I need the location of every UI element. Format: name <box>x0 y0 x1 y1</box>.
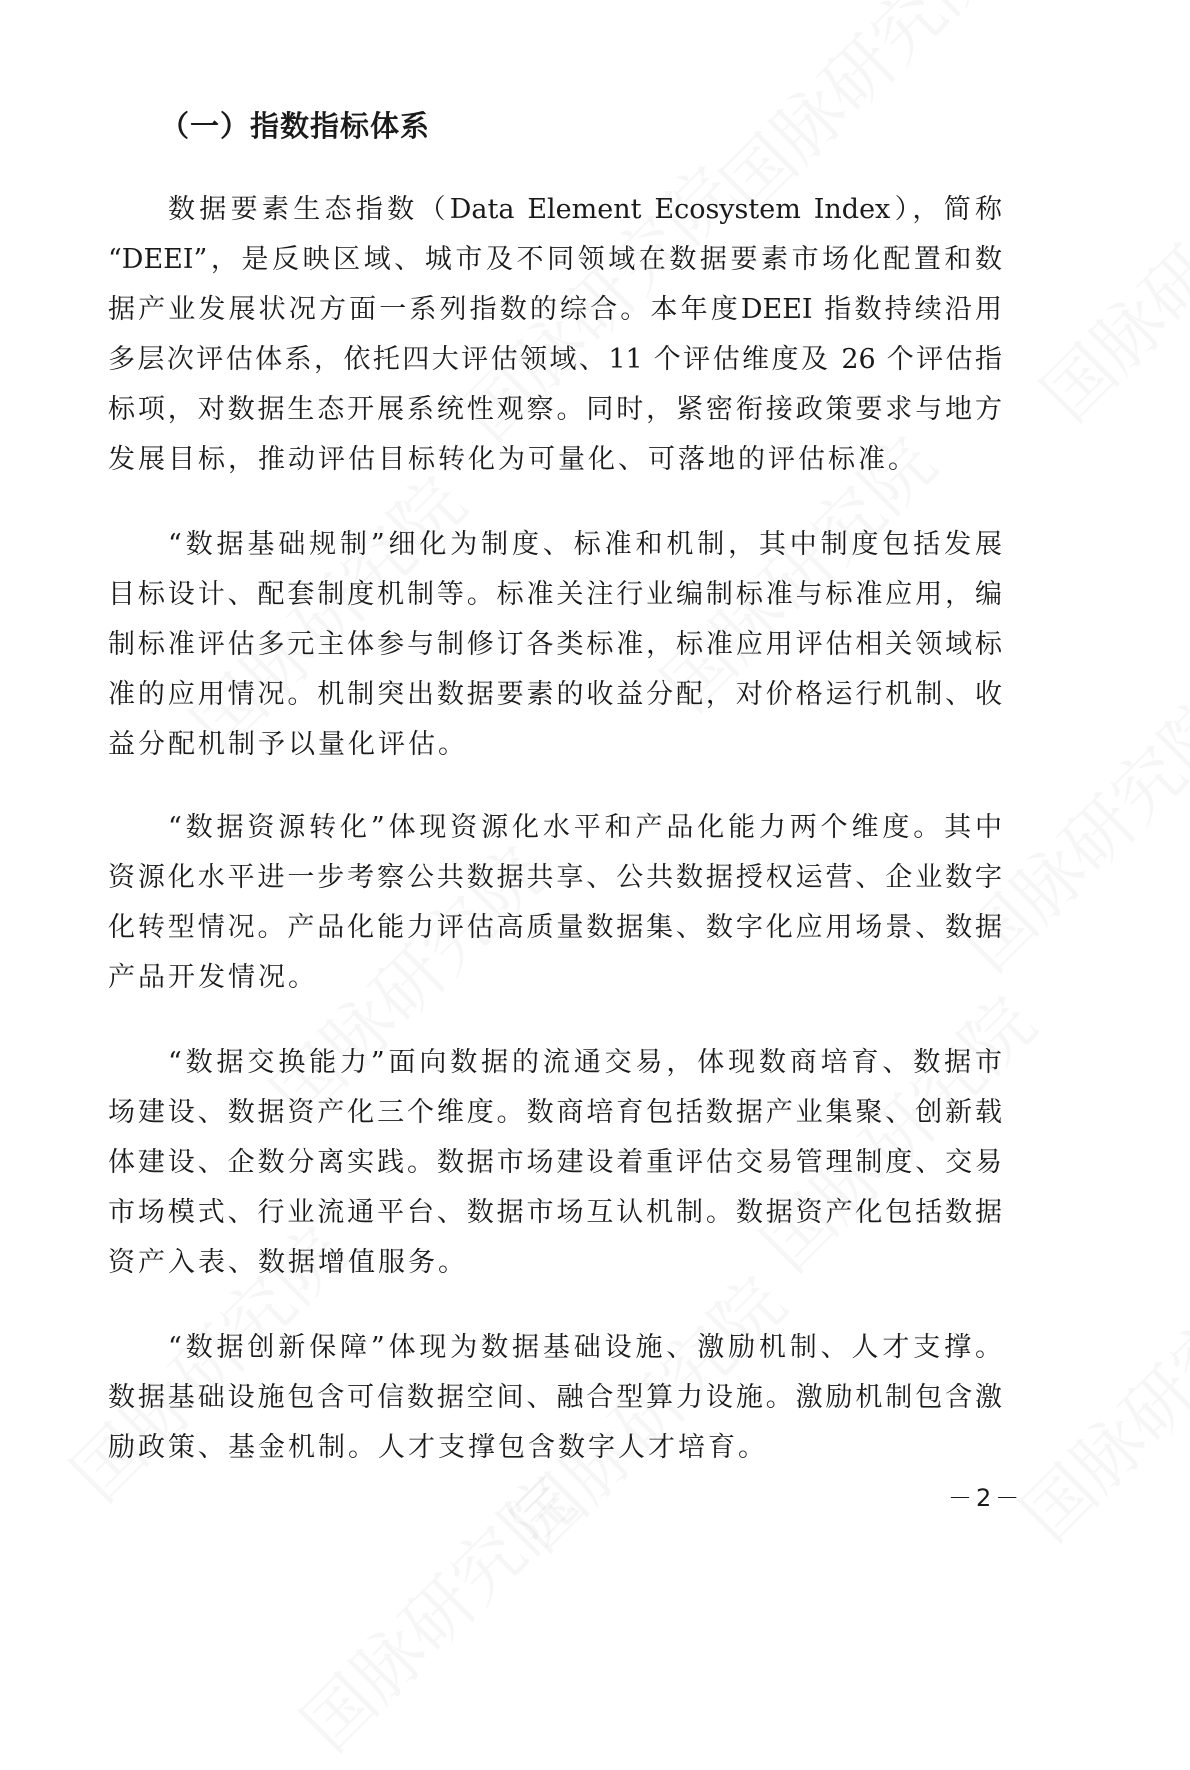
text-line: 化转型情况。产品化能力评估高质量数据集、数字化应用场景、数据 <box>108 912 1002 943</box>
text-line: 准的应用情况。机制突出数据要素的收益分配，对价格运行机制、收 <box>108 679 1002 710</box>
text-line: 制标准评估多元主体参与制修订各类标准，标准应用评估相关领域标 <box>108 629 1002 660</box>
text-line: “数据基础规制”细化为制度、标准和机制，其中制度包括发展 <box>168 529 1002 560</box>
text-line: 励政策、基金机制。人才支撑包含数字人才培育。 <box>108 1432 768 1463</box>
text-line: “数据交换能力”面向数据的流通交易，体现数商培育、数据市 <box>168 1047 1002 1078</box>
text-line: 数据要素生态指数（Data Element Ecosystem Index），简称 <box>168 194 1002 225</box>
watermark-text <box>1016 121 1190 440</box>
text-line: 数据基础设施包含可信数据空间、融合型算力设施。激励机制包含激 <box>108 1382 1002 1413</box>
text-line: 据产业发展状况方面一系列指数的综合。本年度DEEI 指数持续沿用 <box>108 294 1002 325</box>
text-line: 场建设、数据资产化三个维度。数商培育包括数据产业集聚、创新载 <box>108 1097 1002 1128</box>
paragraph <box>108 185 1002 485</box>
section-heading: （一）指数指标体系 <box>160 109 431 143</box>
text-line: 市场模式、行业流通平台、数据市场互认机制。数据资产化包括数据 <box>108 1197 1002 1228</box>
text-line: 目标设计、配套制度机制等。标准关注行业编制标准与标准应用，编 <box>108 579 1002 610</box>
text-line: 产品开发情况。 <box>108 962 318 993</box>
text-line: 发展目标，推动评估目标转化为可量化、可落地的评估标准。 <box>108 444 918 475</box>
text-line: 多层次评估体系，依托四大评估领域、11 个评估维度及 26 个评估指 <box>108 344 1002 375</box>
page-number: －2－ <box>948 1484 1024 1512</box>
text-line: “DEEI”，是反映区域、城市及不同领域在数据要素市场化配置和数 <box>108 244 1002 275</box>
paragraph <box>108 520 1002 770</box>
paragraph <box>108 1038 1002 1288</box>
paragraph <box>108 1323 1002 1473</box>
text-line: 资源化水平进一步考察公共数据共享、公共数据授权运营、企业数字 <box>108 862 1002 893</box>
watermark-text <box>276 1451 595 1770</box>
text-line: 体建设、企数分离实践。数据市场建设着重评估交易管理制度、交易 <box>108 1147 1002 1178</box>
watermark-text <box>996 1241 1190 1560</box>
text-line: “数据资源转化”体现资源化水平和产品化能力两个维度。其中 <box>168 812 1002 843</box>
text-line: 资产入表、数据增值服务。 <box>108 1247 468 1278</box>
text-line: 益分配机制予以量化评估。 <box>108 729 468 760</box>
text-line: “数据创新保障”体现为数据基础设施、激励机制、人才支撑。 <box>168 1332 1002 1363</box>
text-line: 标项，对数据生态开展系统性观察。同时，紧密衔接政策要求与地方 <box>108 394 1002 425</box>
paragraph <box>108 803 1002 1003</box>
